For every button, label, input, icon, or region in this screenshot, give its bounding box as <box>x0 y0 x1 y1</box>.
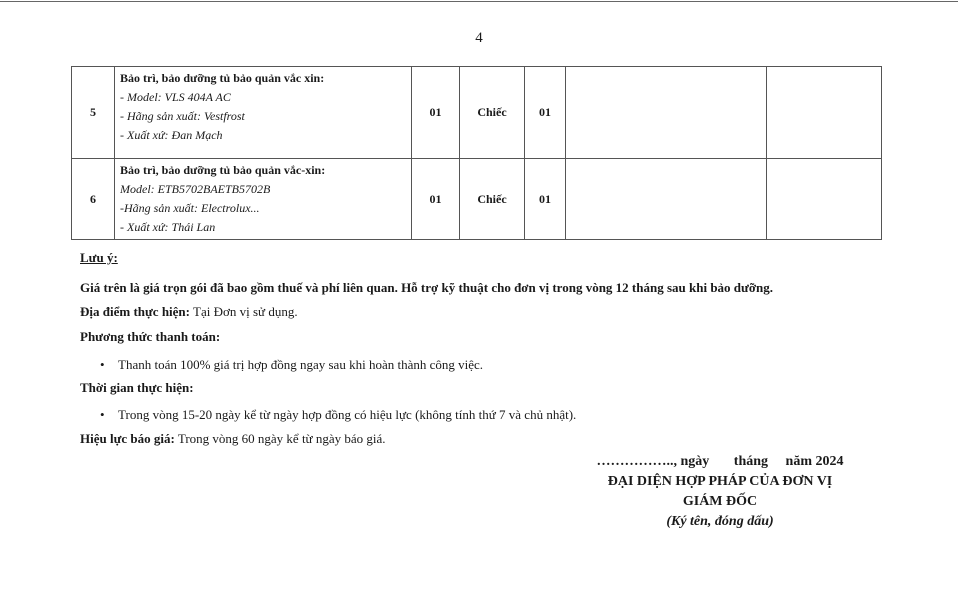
time-bullet <box>100 407 576 423</box>
row-detail: - Model: VLS 404A AC <box>120 90 231 104</box>
bullet-icon: • <box>100 407 105 422</box>
row-quantity: 01 <box>412 67 460 159</box>
time-text: Trong vòng 15-20 ngày kể từ ngày hợp đồng có hiệu lực (không tính thứ 7 và chủ nhật). <box>118 407 577 422</box>
row-detail: - Xuất xứ: Đan Mạch <box>120 128 223 142</box>
row-detail: -Hãng sản xuất: Electrolux... <box>120 201 260 215</box>
row-detail: - Xuất xứ: Thái Lan <box>120 220 216 234</box>
price-note: Giá trên là giá trọn gói đã bao gồm thuế và phí liên quan. Hỗ trợ kỹ thuật cho đơn vị trong vòng 12 tháng sau khi bảo dưỡng. <box>80 280 774 295</box>
position-title: GIÁM ĐỐC <box>682 494 758 509</box>
row-title: Bảo trì, bảo dưỡng tủ bảo quản vắc-xin: <box>120 163 326 177</box>
row-description <box>115 159 412 240</box>
row-total <box>767 67 882 159</box>
row-quantity: 01 <box>412 159 460 240</box>
items-table <box>71 66 882 240</box>
representative-title: ĐẠI DIỆN HỢP PHÁP CỦA ĐƠN VỊ <box>607 474 833 489</box>
table-row <box>72 159 882 240</box>
bullet-icon: • <box>100 357 105 372</box>
row-description <box>115 67 412 159</box>
time-label: Thời gian thực hiện: <box>80 380 194 395</box>
location-line <box>80 304 298 320</box>
table-row <box>72 67 882 159</box>
payment-bullet <box>100 357 483 373</box>
row-unit: Chiếc <box>460 67 525 159</box>
row-price <box>566 159 767 240</box>
row-total <box>767 159 882 240</box>
row-unit: Chiếc <box>460 159 525 240</box>
validity-label: Hiệu lực báo giá: <box>80 431 175 446</box>
row-quantity-2: 01 <box>525 67 566 159</box>
location-value: Tại Đơn vị sử dụng. <box>190 304 298 319</box>
top-rule <box>0 1 958 2</box>
payment-label: Phương thức thanh toán: <box>80 329 221 344</box>
row-quantity-2: 01 <box>525 159 566 240</box>
validity-value: Trong vòng 60 ngày kể từ ngày báo giá. <box>174 431 386 446</box>
row-number: 6 <box>72 159 115 240</box>
row-price <box>566 67 767 159</box>
date-line: …………….., ngày tháng năm 2024 <box>596 454 844 469</box>
row-number: 5 <box>72 67 115 159</box>
validity-line <box>80 431 386 447</box>
row-detail: - Hãng sản xuất: Vestfrost <box>120 109 245 123</box>
page-number: 4 <box>475 30 483 46</box>
row-title: Bảo trì, bảo dưỡng tủ bảo quản vắc xin: <box>120 71 325 85</box>
row-detail: Model: ETB5702BAETB5702B <box>120 182 271 196</box>
signature-block <box>540 452 900 532</box>
notes-heading: Lưu ý: <box>80 250 118 265</box>
payment-text: Thanh toán 100% giá trị hợp đồng ngay sau khi hoàn thành công việc. <box>118 357 484 372</box>
sign-note: (Ký tên, đóng dấu) <box>666 514 774 529</box>
location-label: Địa điểm thực hiện: <box>80 304 190 319</box>
